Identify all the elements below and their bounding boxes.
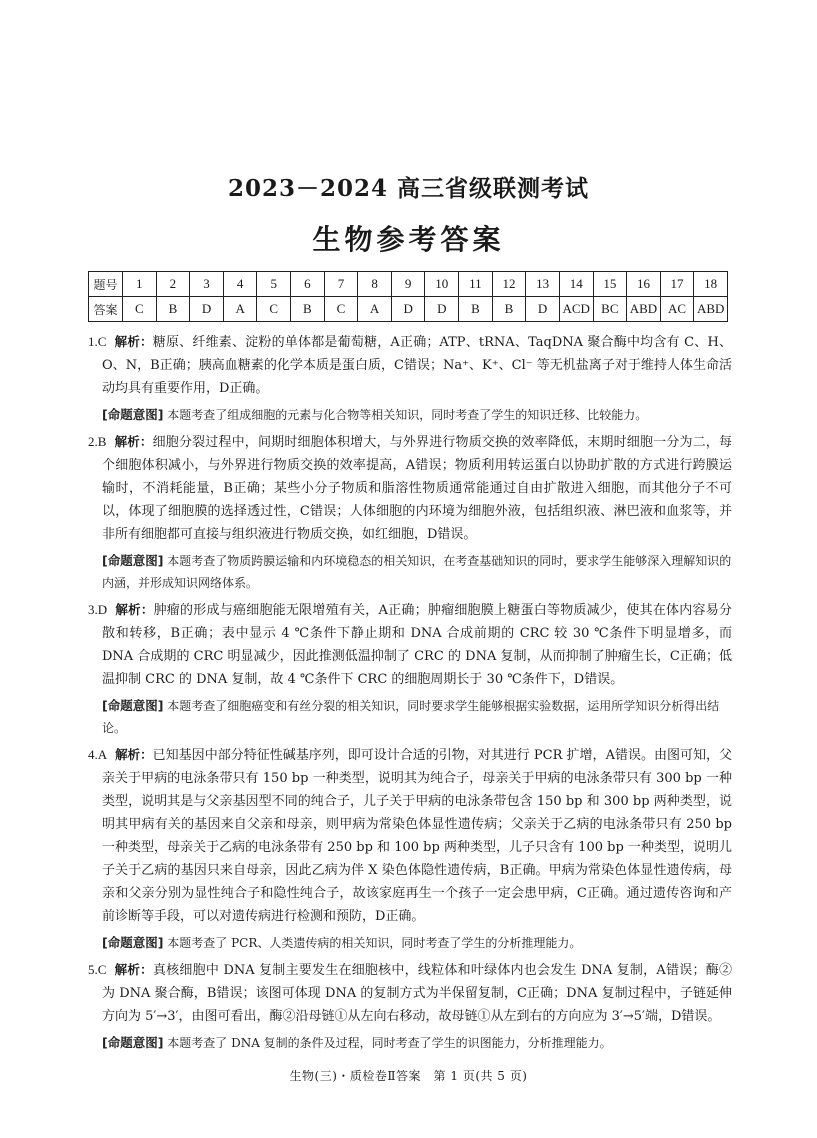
answer-cell: C xyxy=(257,297,291,322)
question-number: 1. xyxy=(88,334,98,349)
explanation-text: 糖原、纤维素、淀粉的单体都是葡萄糖，A正确；ATP、tRNA、TaqDNA 聚合酶中均含有 C、H、O、N，B正确；胰高血糖素的化学本质是蛋白质，C错误；Na⁺、K⁺、Cl⁻ 等无机盐离子对于维持人体生命活动均具有重要作用，D正确。 xyxy=(102,335,732,396)
question-number: 5. xyxy=(88,962,98,977)
page-footer: 生物(三)・质检卷Ⅱ答案 第 1 页(共 5 页) xyxy=(289,1069,528,1083)
number-cell: 16 xyxy=(627,272,661,297)
explanation-paragraph xyxy=(88,743,732,928)
intent-label: [命题意图] xyxy=(102,1035,164,1050)
question-answer: D xyxy=(97,602,108,617)
explanation-label: 解析： xyxy=(115,747,153,762)
answer-cell: D xyxy=(391,297,425,322)
answer-row xyxy=(89,297,728,322)
intent-text: 本题考查了细胞癌变和有丝分裂的相关知识，同时要求学生能够根据实验数据，运用所学知识分析得出结论。 xyxy=(102,699,720,735)
question-number: 4. xyxy=(88,747,98,762)
question-block xyxy=(88,743,732,954)
question-block xyxy=(88,598,732,739)
intent-label: [命题意图] xyxy=(102,935,164,950)
explanation-paragraph xyxy=(88,330,732,400)
explanation-text: 肿瘤的形成与癌细胞能无限增殖有关，A正确；肿瘤细胞膜上糖蛋白等物质减少，使其在体内容易分散和转移，B正确；表中显示 4 ℃条件下静止期和 DNA 合成前期的 CRC 较 30 ℃条件下明显增多，而 DNA 合成期的 CRC 明显减少，因此推测低温抑制了 CRC 的 DNA 复制，从而抑制了肿瘤生长，C正确；低温抑制 CRC 的 DNA 复制，故 4 ℃条件下 CRC 的细胞周期长于 30 ℃条件下，D错误。 xyxy=(102,603,732,687)
intent-text: 本题考查了 DNA 复制的条件及过程，同时考查了学生的识图能力，分析推理能力。 xyxy=(167,1036,612,1050)
question-answer: A xyxy=(97,747,108,762)
answer-cell: BC xyxy=(593,297,627,322)
number-cell: 7 xyxy=(324,272,358,297)
question-block xyxy=(88,330,732,426)
number-cell: 8 xyxy=(358,272,392,297)
number-cell: 10 xyxy=(425,272,459,297)
explanation-text: 真核细胞中 DNA 复制主要发生在细胞核中，线粒体和叶绿体内也会发生 DNA 复制，A错误；酶②为 DNA 聚合酶，B错误；该图可体现 DNA 的复制方式为半保留复制，C正确；DNA 复制过程中，子链延伸方向为 5′→3′，由图可看出，酶②沿母链①从左向右移动，故母链①从左到右的方向应为 3′→5′端，D错误。 xyxy=(102,963,732,1024)
number-cell: 3 xyxy=(190,272,224,297)
answer-cell: AC xyxy=(660,297,694,322)
explanation-paragraph xyxy=(88,430,732,546)
intent-label: [命题意图] xyxy=(102,698,164,713)
intent-note xyxy=(102,695,732,739)
number-cell: 2 xyxy=(156,272,190,297)
question-answer: B xyxy=(97,434,107,449)
number-cell: 15 xyxy=(593,272,627,297)
explanation-label: 解析： xyxy=(115,602,154,617)
explanation-label: 解析： xyxy=(114,434,153,449)
question-answer: C xyxy=(97,334,107,349)
explanation-text: 已知基因中部分特征性碱基序列，即可设计合适的引物，对其进行 PCR 扩增，A错误。由图可知，父亲关于甲病的电泳条带只有 150 bp 一种类型，说明其为纯合子，母亲关于甲病的电泳条带只有 300 bp 一种类型，说明其是与父亲基因型不同的纯合子，儿子关于甲病的电泳条带包含 150 bp 和 300 bp 两种类型，说明其甲病有关的基因来自父亲和母亲，则甲病为常染色体显性遗传病；父亲关于乙病的电泳条带只有 250 bp 一种类型，母亲关于乙病的电泳条带有 250 bp 和 100 bp 两种类型，儿子只含有 100 bp 一种类型，说明儿子关于乙病的基因只来自母亲，因此乙病为伴 X 染色体隐性遗传病，B正确。甲病为常染色体显性遗传病，母亲和父亲分别为显性纯合子和隐性纯合子，故该家庭再生一个孩子一定会患甲病，C正确。通过遗传咨询和产前诊断等手段，可以对遗传病进行检测和预防，D正确。 xyxy=(102,748,732,924)
answer-cell: ABD xyxy=(627,297,661,322)
number-cell: 6 xyxy=(291,272,325,297)
question-number-row xyxy=(89,272,728,297)
document-subtitle: 生物参考答案 xyxy=(312,223,505,256)
intent-text: 本题考查了 PCR、人类遗传病的相关知识，同时考查了学生的分析推理能力。 xyxy=(167,936,582,950)
intent-note xyxy=(102,1032,732,1054)
explanations xyxy=(88,330,732,1058)
question-block xyxy=(88,958,732,1054)
answer-cell: B xyxy=(291,297,325,322)
number-cell: 4 xyxy=(223,272,257,297)
answer-cell: ACD xyxy=(559,297,593,322)
question-number: 2. xyxy=(88,434,98,449)
question-number: 3. xyxy=(88,602,98,617)
answer-cell: D xyxy=(190,297,224,322)
number-cell: 12 xyxy=(492,272,526,297)
row-label-number: 题号 xyxy=(89,272,123,297)
number-cell: 9 xyxy=(391,272,425,297)
answer-cell: ABD xyxy=(694,297,728,322)
intent-label: [命题意图] xyxy=(102,407,164,422)
intent-note xyxy=(102,550,732,594)
intent-text: 本题考查了物质跨膜运输和内环境稳态的相关知识，在考查基础知识的同时，要求学生能够深入理解知识的内涵，并形成知识网络体系。 xyxy=(102,554,732,590)
explanation-text: 细胞分裂过程中，间期时细胞体积增大，与外界进行物质交换的效率降低，末期时细胞一分为二，每个细胞体积减小，与外界进行物质交换的效率提高，A错误；物质利用转运蛋白以协助扩散的方式进行跨膜运输时，不消耗能量，B正确；某些小分子物质和脂溶性物质通常能通过自由扩散进入细胞，而其他分子不可以，体现了细胞膜的选择透过性，C错误；人体细胞的内环境为细胞外液，包括组织液、淋巴液和血浆等，并非所有细胞都可直接与组织液进行物质交换，如红细胞，D错误。 xyxy=(102,435,732,542)
answer-cell: D xyxy=(526,297,560,322)
answer-cell: C xyxy=(123,297,157,322)
intent-note xyxy=(102,404,732,426)
answer-cell: B xyxy=(492,297,526,322)
number-cell: 11 xyxy=(459,272,493,297)
answer-table xyxy=(88,271,728,322)
number-cell: 13 xyxy=(526,272,560,297)
number-cell: 17 xyxy=(660,272,694,297)
explanation-paragraph xyxy=(88,958,732,1028)
number-cell: 18 xyxy=(694,272,728,297)
question-answer: C xyxy=(97,962,107,977)
answer-cell: A xyxy=(223,297,257,322)
number-cell: 5 xyxy=(257,272,291,297)
answer-cell: C xyxy=(324,297,358,322)
intent-label: [命题意图] xyxy=(102,553,164,568)
answer-cell: B xyxy=(459,297,493,322)
number-cell: 1 xyxy=(123,272,157,297)
explanation-label: 解析： xyxy=(114,334,153,349)
question-block xyxy=(88,430,732,594)
answer-cell: D xyxy=(425,297,459,322)
answer-cell: A xyxy=(358,297,392,322)
intent-text: 本题考查了组成细胞的元素与化合物等相关知识，同时考查了学生的知识迁移、比较能力。 xyxy=(167,408,648,422)
exam-title: 2023－2024 高三省级联测考试 xyxy=(227,175,590,202)
row-label-answer: 答案 xyxy=(89,297,123,322)
answer-cell: B xyxy=(156,297,190,322)
intent-note xyxy=(102,932,732,954)
number-cell: 14 xyxy=(559,272,593,297)
explanation-paragraph xyxy=(88,598,732,691)
explanation-label: 解析： xyxy=(114,962,153,977)
